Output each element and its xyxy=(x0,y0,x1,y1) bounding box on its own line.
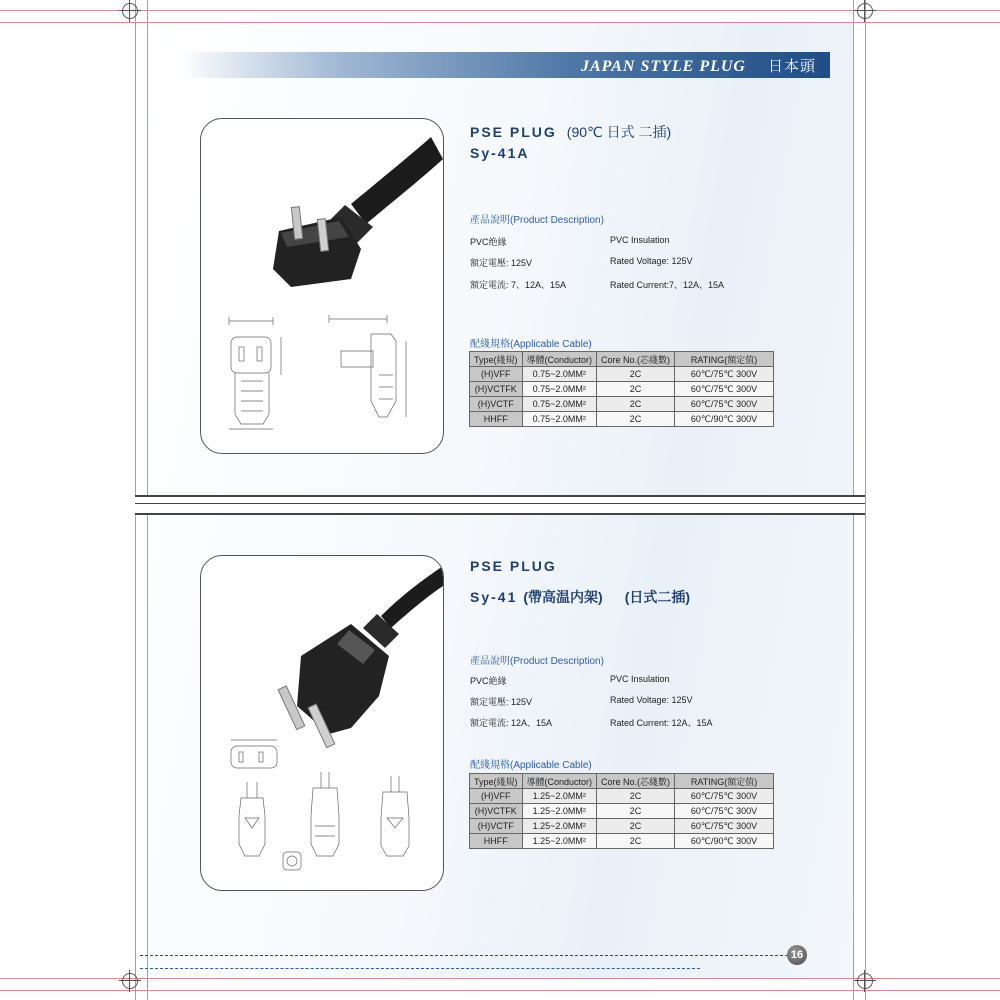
product-model-note: (日式二插) xyxy=(624,589,691,605)
cable-table xyxy=(469,351,774,427)
header-title-en: JAPAN STYLE PLUG xyxy=(580,58,746,75)
header-title-cn: 日本頭 xyxy=(767,58,816,75)
product-model-note: (帶高温内架) xyxy=(523,589,603,605)
description-cn: PVC绝緣 xyxy=(470,237,507,247)
description-row xyxy=(470,716,810,730)
cell-cores: 2C xyxy=(597,412,675,427)
product-model xyxy=(470,587,690,607)
cell-cores: 2C xyxy=(597,367,675,382)
cell-rating: 60℃/75℃ 300V xyxy=(675,819,774,834)
cell-conductor: 1.25~2.0MM² xyxy=(522,789,597,804)
registration-mark-icon xyxy=(857,973,873,989)
registration-mark-icon xyxy=(122,3,138,19)
plug-90-degree-illustration xyxy=(201,119,443,453)
column-header: Core No.(芯綫數) xyxy=(597,352,675,367)
product-image-frame xyxy=(200,555,444,891)
page-divider xyxy=(135,495,865,515)
column-header: RATING(額定值) xyxy=(675,352,774,367)
description-en: Rated Current:7、12A、15A xyxy=(610,280,725,290)
cell-rating: 60℃/75℃ 300V xyxy=(675,397,774,412)
product-image-frame xyxy=(200,118,444,454)
cell-type: (H)VCTF xyxy=(470,819,523,834)
column-header: Type(綫規) xyxy=(470,352,523,367)
trim-line xyxy=(0,978,1000,979)
product-title-text: PSE PLUG xyxy=(470,558,557,574)
cell-cores: 2C xyxy=(597,834,675,849)
trim-line xyxy=(0,990,1000,991)
description-en: Rated Voltage: 125V xyxy=(610,695,693,705)
registration-mark-icon xyxy=(122,973,138,989)
description-en: PVC Insulation xyxy=(610,235,670,245)
description-row xyxy=(470,278,810,292)
table-row xyxy=(470,819,774,834)
cell-conductor: 0.75~2.0MM² xyxy=(522,397,597,412)
description-cn: 額定電流: 12A、15A xyxy=(470,718,553,728)
description-en: PVC Insulation xyxy=(610,674,670,684)
cell-type: (H)VCTFK xyxy=(470,804,523,819)
cell-conductor: 1.25~2.0MM² xyxy=(522,834,597,849)
description-cn: 額定電流: 7、12A、15A xyxy=(470,280,567,290)
product-model xyxy=(470,145,529,161)
page-number-badge: 16 xyxy=(787,945,807,965)
cell-type: (H)VFF xyxy=(470,789,523,804)
cell-conductor: 0.75~2.0MM² xyxy=(522,367,597,382)
column-header: 導體(Conductor) xyxy=(522,352,597,367)
column-header: Type(綫規) xyxy=(470,774,523,789)
description-en: Rated Current: 12A、15A xyxy=(610,718,713,728)
column-header: Core No.(芯綫數) xyxy=(597,774,675,789)
table-header-row xyxy=(470,352,774,367)
table-row xyxy=(470,397,774,412)
trim-line xyxy=(865,0,866,1000)
table-row xyxy=(470,382,774,397)
column-header: 導體(Conductor) xyxy=(522,774,597,789)
header-title xyxy=(581,55,816,76)
cable-table xyxy=(469,773,774,849)
description-en: Rated Voltage: 125V xyxy=(610,256,693,266)
table-header-row xyxy=(470,774,774,789)
cell-conductor: 0.75~2.0MM² xyxy=(522,382,597,397)
cell-cores: 2C xyxy=(597,819,675,834)
table-row xyxy=(470,412,774,427)
cell-rating: 60℃/90℃ 300V xyxy=(675,412,774,427)
column-header: RATING(額定值) xyxy=(675,774,774,789)
plug-straight-illustration xyxy=(201,556,443,890)
cell-type: (H)VFF xyxy=(470,367,523,382)
footer-dashed-line xyxy=(140,955,788,956)
cell-rating: 60℃/90℃ 300V xyxy=(675,834,774,849)
table-row xyxy=(470,834,774,849)
product-title-note: (90℃ 日式 二插) xyxy=(566,124,672,140)
product-title xyxy=(470,558,567,574)
description-cn: 額定電壓: 125V xyxy=(470,697,533,707)
table-row xyxy=(470,804,774,819)
footer-dashed-line xyxy=(140,968,700,969)
description-heading: 產品說明(Product Description) xyxy=(470,656,604,667)
cable-heading: 配綫規格(Applicable Cable) xyxy=(470,760,592,771)
cell-cores: 2C xyxy=(597,397,675,412)
trim-line xyxy=(0,10,1000,11)
cell-type: HHFF xyxy=(470,412,523,427)
cable-heading: 配綫規格(Applicable Cable) xyxy=(470,339,592,350)
trim-line xyxy=(0,22,1000,23)
registration-mark-icon xyxy=(857,3,873,19)
table-row xyxy=(470,367,774,382)
description-row xyxy=(470,235,810,249)
cell-cores: 2C xyxy=(597,789,675,804)
cell-conductor: 1.25~2.0MM² xyxy=(522,804,597,819)
cell-rating: 60℃/75℃ 300V xyxy=(675,789,774,804)
cell-conductor: 1.25~2.0MM² xyxy=(522,819,597,834)
cell-cores: 2C xyxy=(597,382,675,397)
product-model-text: Sy-41 xyxy=(470,589,518,605)
cell-type: HHFF xyxy=(470,834,523,849)
description-row xyxy=(470,674,810,688)
product-title-text: PSE PLUG xyxy=(470,124,557,140)
cell-cores: 2C xyxy=(597,804,675,819)
cell-conductor: 0.75~2.0MM² xyxy=(522,412,597,427)
header-band xyxy=(180,52,830,78)
cell-rating: 60℃/75℃ 300V xyxy=(675,804,774,819)
product-model-text: Sy-41A xyxy=(470,145,530,161)
description-cn: PVC絶緣 xyxy=(470,676,507,686)
table-row xyxy=(470,789,774,804)
cell-type: (H)VCTFK xyxy=(470,382,523,397)
product-title xyxy=(470,122,671,142)
description-row xyxy=(470,695,810,709)
description-heading: 產品說明(Product Description) xyxy=(470,215,604,226)
description-cn: 額定電壓: 125V xyxy=(470,258,533,268)
cell-rating: 60℃/75℃ 300V xyxy=(675,367,774,382)
cell-rating: 60℃/75℃ 300V xyxy=(675,382,774,397)
cell-type: (H)VCTF xyxy=(470,397,523,412)
description-row xyxy=(470,256,810,270)
